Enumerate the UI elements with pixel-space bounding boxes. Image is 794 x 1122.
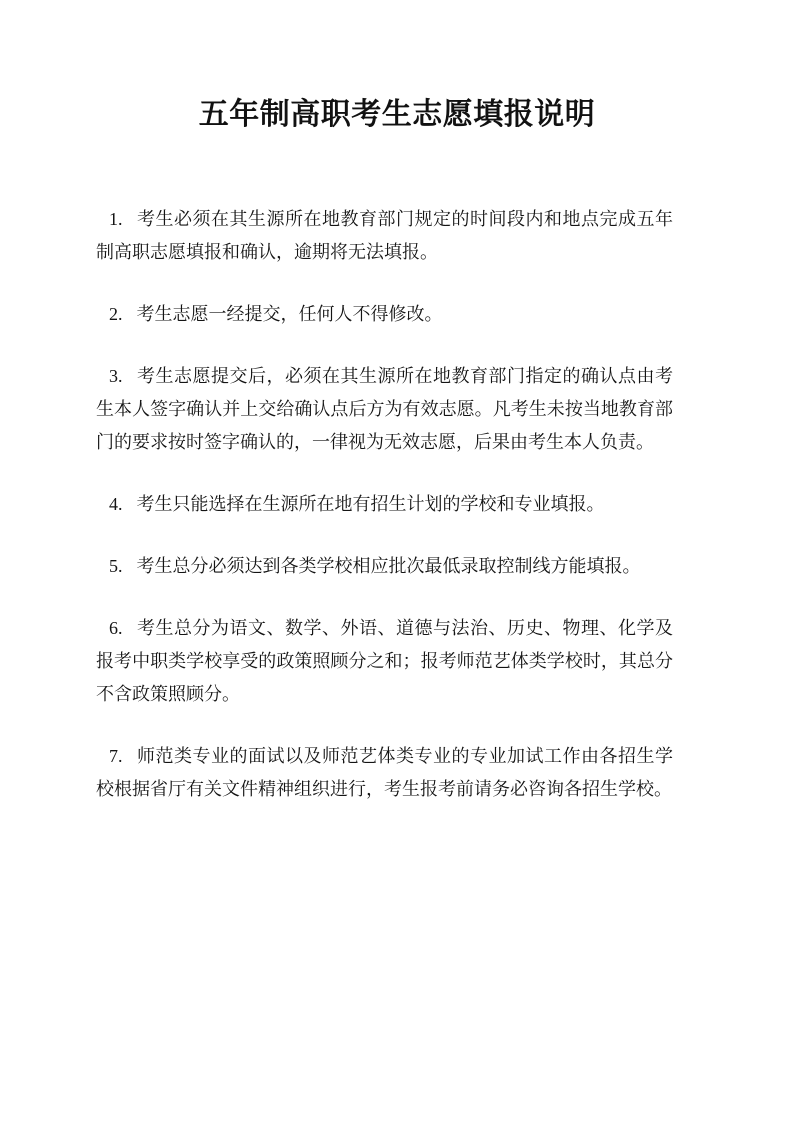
item-text: 考生志愿提交后，必须在其生源所在地教育部门指定的确认点由考生本人签字确认并上交给确认点后方为有效志愿。凡考生未按当地教育部门的要求按时签字确认的，一律视为无效志愿，后果由考生本人负责。 — [96, 366, 673, 452]
list-item-4 — [96, 488, 673, 521]
page-title: 五年制高职考生志愿填报说明 — [198, 98, 596, 131]
item-number: 6. — [109, 618, 123, 638]
list-item-5 — [96, 550, 673, 583]
item-text: 考生志愿一经提交，任何人不得修改。 — [136, 304, 443, 324]
list-item-7 — [96, 740, 673, 806]
item-text: 师范类专业的面试以及师范艺体类专业的专业加试工作由各招生学校根据省厅有关文件精神组织进行，考生报考前请务必咨询各招生学校。 — [96, 746, 673, 799]
item-text: 考生必须在其生源所在地教育部门规定的时间段内和地点完成五年制高职志愿填报和确认，逾期将无法填报。 — [96, 209, 673, 262]
item-number: 4. — [109, 494, 123, 514]
item-number: 2. — [109, 304, 123, 324]
document-body — [96, 203, 673, 806]
item-number: 7. — [109, 746, 123, 766]
item-number: 3. — [109, 366, 123, 386]
item-number: 1. — [109, 209, 123, 229]
item-text: 考生总分为语文、数学、外语、道德与法治、历史、物理、化学及报考中职类学校享受的政策照顾分之和；报考师范艺体类学校时，其总分不含政策照顾分。 — [96, 618, 673, 704]
item-number: 5. — [109, 556, 123, 576]
item-text: 考生只能选择在生源所在地有招生计划的学校和专业填报。 — [136, 494, 605, 514]
list-item-1 — [96, 203, 673, 269]
list-item-6 — [96, 612, 673, 711]
list-item-2 — [96, 298, 673, 331]
item-text: 考生总分必须达到各类学校相应批次最低录取控制线方能填报。 — [136, 556, 641, 576]
list-item-3 — [96, 360, 673, 459]
